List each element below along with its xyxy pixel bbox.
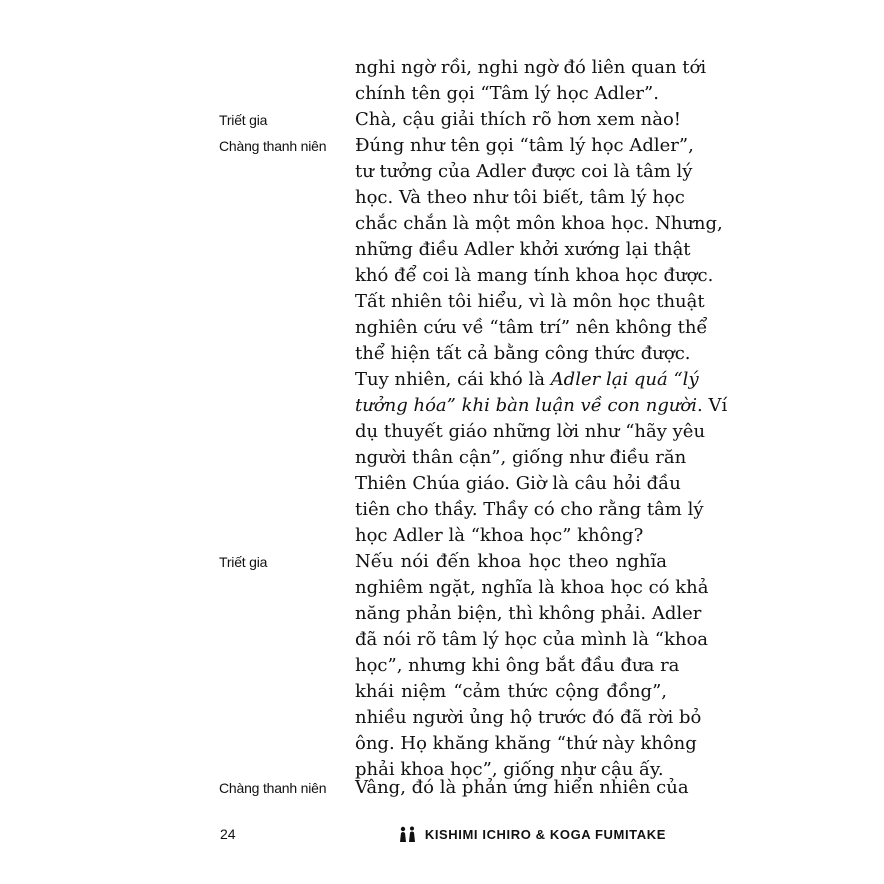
text-line: Tất nhiên tôi hiểu, vì là môn học thuật xyxy=(355,291,705,312)
speaker-label: Triết gia xyxy=(219,112,268,128)
text-line: thể hiện tất cả bằng công thức được. xyxy=(355,343,691,364)
text-line: nghiên cứu về “tâm trí” nên không thể xyxy=(355,317,708,338)
speaker-label: Chàng thanh niên xyxy=(219,780,327,796)
text-line: năng phản biện, thì không phải. Adler xyxy=(355,603,702,624)
text-line: nghiêm ngặt, nghĩa là khoa học có khả xyxy=(355,577,709,598)
text-line: đã nói rõ tâm lý học của mình là “khoa xyxy=(355,629,709,650)
running-footer xyxy=(397,826,666,842)
text-line: khái niệm “cảm thức cộng đồng”, xyxy=(355,681,667,702)
page-number: 24 xyxy=(220,826,236,842)
figures-icon xyxy=(397,826,419,842)
text-line: phải khoa học”, giống như cậu ấy. xyxy=(355,759,664,780)
text-line-mixed xyxy=(355,367,699,393)
text-line: Chà, cậu giải thích rõ hơn xem nào! xyxy=(355,109,682,130)
text-line: nghi ngờ rồi, nghi ngờ đó liên quan tới xyxy=(355,57,707,78)
speaker-label: Triết gia xyxy=(219,554,268,570)
text-line: học. Và theo như tôi biết, tâm lý học xyxy=(355,187,685,208)
text-line: ông. Họ khăng khăng “thứ này không xyxy=(355,733,697,754)
text-line: nhiều người ủng hộ trước đó đã rời bỏ xyxy=(355,707,702,728)
text-span: Tuy nhiên, cái khó là xyxy=(355,369,551,390)
text-line: những điều Adler khởi xướng lại thật xyxy=(355,239,691,260)
text-line: học”, nhưng khi ông bắt đầu đưa ra xyxy=(355,655,680,676)
text-line: chắc chắn là một môn khoa học. Nhưng, xyxy=(355,213,723,234)
text-line: Nếu nói đến khoa học theo nghĩa xyxy=(355,551,667,572)
text-line: tư tưởng của Adler được coi là tâm lý xyxy=(355,161,693,182)
text-line: khó để coi là mang tính khoa học được. xyxy=(355,265,714,286)
text-span: . Ví xyxy=(697,395,728,416)
italic-text-span: Adler lại quá “lý xyxy=(550,369,699,390)
text-line: tiên cho thầy. Thầy có cho rằng tâm lý xyxy=(355,499,704,520)
authors-text: KISHIMI ICHIRO & KOGA FUMITAKE xyxy=(424,826,666,842)
text-line: Đúng như tên gọi “tâm lý học Adler”, xyxy=(355,135,694,156)
text-line: người thân cận”, giống như điều răn xyxy=(355,447,687,468)
italic-text-span: tưởng hóa” khi bàn luận về con người xyxy=(355,395,698,416)
text-line: dụ thuyết giáo những lời như “hãy yêu xyxy=(355,421,706,442)
text-line: Thiên Chúa giáo. Giờ là câu hỏi đầu xyxy=(355,473,681,494)
speaker-label: Chàng thanh niên xyxy=(219,138,327,154)
text-line: học Adler là “khoa học” không? xyxy=(355,525,644,546)
text-line: Vâng, đó là phản ứng hiển nhiên của xyxy=(355,777,689,798)
text-line: chính tên gọi “Tâm lý học Adler”. xyxy=(355,83,659,104)
text-line-mixed xyxy=(355,393,728,419)
